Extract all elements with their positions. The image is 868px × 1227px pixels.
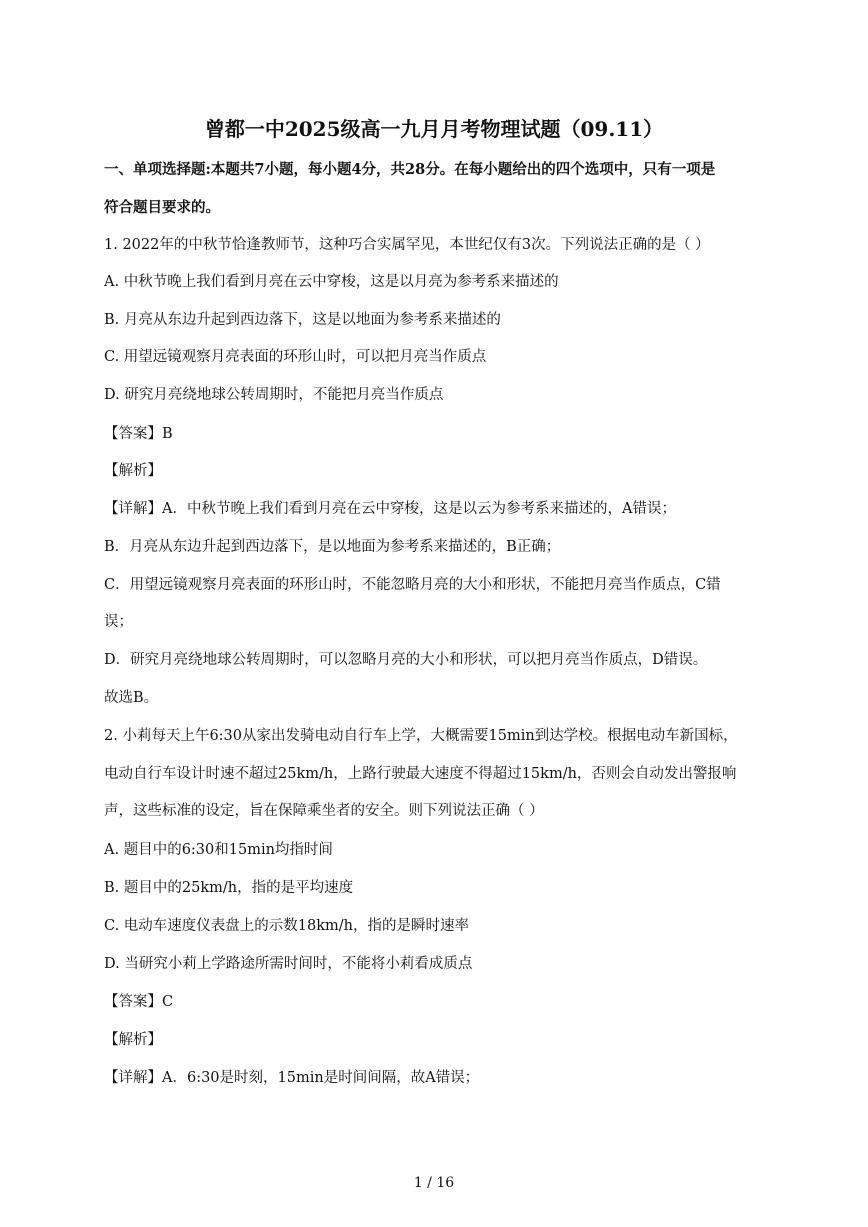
section-heading-line-1: 一、单项选择题:本题共7小题，每小题4分，共28分。在每小题给出的四个选项中，只有一项是 <box>104 161 716 178</box>
q2-stem-line-2: 电动自行车设计时速不超过25km/h，上路行驶最大速度不得超过15km/h，否则会自动发出警报响 <box>104 766 737 782</box>
q2-stem-line-3: 声，这些标准的设定，旨在保障乘坐者的安全。则下列说法正确（ ） <box>104 803 544 819</box>
q2-stem-line-1: 2. 小莉每天上午6:30从家出发骑电动自行车上学，大概需要15min到达学校。根据电动车新国标， <box>104 728 738 744</box>
q2-option-a: A. 题目中的6:30和15min均指时间 <box>104 842 333 858</box>
section-heading-line-2: 符合题目要求的。 <box>104 199 220 216</box>
q1-answer: 【答案】B <box>104 426 173 442</box>
page-number: 1 / 16 <box>413 1175 455 1191</box>
q1-detail-a: 【详解】A．中秋节晚上我们看到月亮在云中穿梭，这是以云为参考系来描述的，A错误； <box>104 501 676 517</box>
q2-answer: 【答案】C <box>104 994 174 1010</box>
q1-option-b: B. 月亮从东边升起到西边落下，这是以地面为参考系来描述的 <box>104 312 501 328</box>
q2-option-b: B. 题目中的25km/h，指的是平均速度 <box>104 880 354 896</box>
q1-option-a: A. 中秋节晚上我们看到月亮在云中穿梭，这是以月亮为参考系来描述的 <box>104 274 559 290</box>
q2-option-d: D. 当研究小莉上学路途所需时间时，不能将小莉看成质点 <box>104 956 473 972</box>
q1-option-c: C. 用望远镜观察月亮表面的环形山时，可以把月亮当作质点 <box>104 349 487 365</box>
q1-conclusion: 故选B。 <box>104 690 159 706</box>
q1-stem: 1. 2022年的中秋节恰逢教师节，这种巧合实属罕见，本世纪仅有3次。下列说法正确的是（ ） <box>104 237 710 253</box>
q2-detail-a: 【详解】A．6:30是时刻，15min是时间间隔，故A错误； <box>104 1070 480 1086</box>
q1-option-d: D. 研究月亮绕地球公转周期时，不能把月亮当作质点 <box>104 387 444 403</box>
q2-analysis-label: 【解析】 <box>104 1032 162 1048</box>
q1-detail-b: B．月亮从东边升起到西边落下，是以地面为参考系来描述的，B正确； <box>104 539 561 555</box>
q1-detail-d: D．研究月亮绕地球公转周期时，可以忽略月亮的大小和形状，可以把月亮当作质点，D错误。 <box>104 652 708 668</box>
exam-title: 曾都一中2025级高一九月月考物理试题（09.11） <box>204 117 664 141</box>
q1-analysis-label: 【解析】 <box>104 463 162 479</box>
q1-detail-c-line-1: C．用望远镜观察月亮表面的环形山时，不能忽略月亮的大小和形状，不能把月亮当作质点，C错 <box>104 577 721 593</box>
q2-option-c: C. 电动车速度仪表盘上的示数18km/h，指的是瞬时速率 <box>104 918 470 934</box>
q1-detail-c-line-2: 误； <box>104 614 133 630</box>
